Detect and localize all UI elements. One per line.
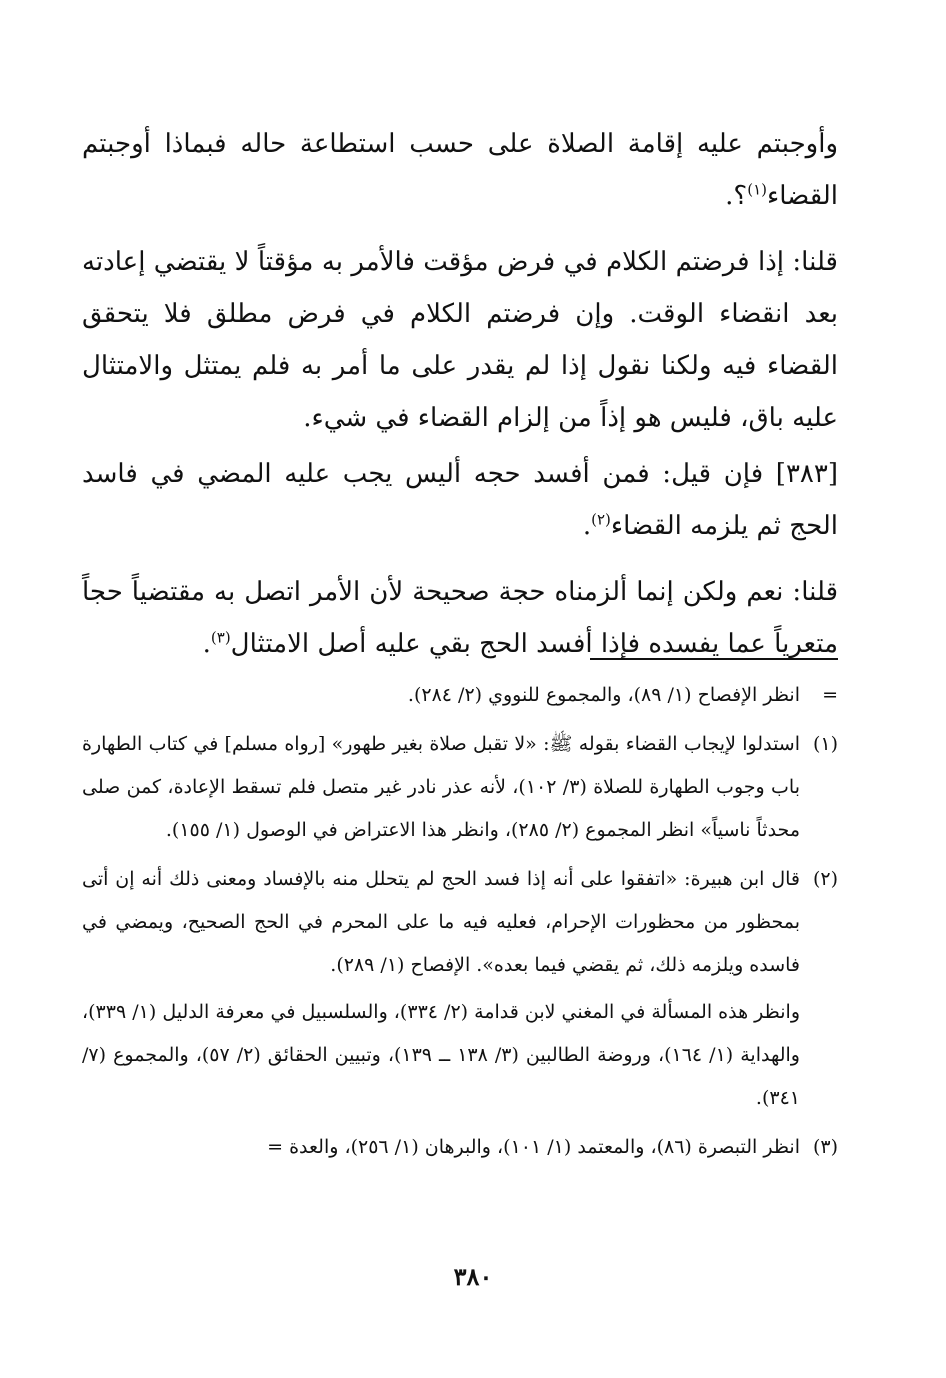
footnotes xyxy=(82,674,838,1169)
footnote-3 xyxy=(82,1126,838,1169)
footnote-continued xyxy=(82,674,838,717)
footnote-text: قال ابن هبيرة: «اتفقوا على أنه إذا فسد الحج لم يتحلل منه بالإفساد ومعنى ذلك أنه إن أتى بمحظور من محظورات الإحرام، فعليه فيه ما على المحرم في الحج الصحيح، ويمضي في فاسده ويلزمه ذلك، ثم يقضي فيما بعده». الإفصاح (١/ ٢٨٩). xyxy=(82,868,800,976)
paragraph-4: قلنا: نعم ولكن إنما ألزمناه حجة صحيحة لأن الأمر اتصل به مقتضياً حجاً متعرياً عما يفسده فإذا أفسد الحج بقي عليه أصل الامتثال$^{(٣)}$. xyxy=(82,577,838,659)
footnote-ref-3[interactable]: (٣) xyxy=(210,628,231,647)
page-number: ٣٨٠ xyxy=(453,1262,493,1291)
footnote-mark: = xyxy=(822,684,838,706)
page-content xyxy=(82,118,838,1158)
paragraph-1: وأوجبتم عليه إقامة الصلاة على حسب استطاعة حاله فبماذا أوجبتم القضاء$^{(١)}$؟. xyxy=(82,129,838,211)
footnote-mark: (١) xyxy=(812,733,838,755)
footnote-2 xyxy=(82,858,838,1120)
paragraph-3: [٣٨٣] فإن قيل: فمن أفسد حجه أليس يجب عليه المضي في فاسد الحج ثم يلزمه القضاء$^{(٢)}$. xyxy=(82,459,838,541)
footnote-mark: (٢) xyxy=(812,868,838,890)
footnote-ref-1[interactable]: (١) xyxy=(747,180,767,199)
footnote-ref-2[interactable]: (٢) xyxy=(591,510,611,529)
footnote-text: استدلوا لإيجاب القضاء بقوله ﷺ: «لا تقبل صلاة بغير طهور» [رواه مسلم] في كتاب الطهارة باب وجوب الطهارة للصلاة (٣/ ١٠٢)، لأنه عذر نادر غير متصل فلم تسقط الإعادة، كمن صلى محدثاً ناسياً» انظر المجموع (٢/ ٢٨٥)، وانظر هذا الاعتراض في الوصول (١/ ١٥٥). xyxy=(82,733,800,841)
footnote-text: وانظر هذه المسألة في المغني لابن قدامة (٢/ ٣٣٤)، والسلسبيل في معرفة الدليل (١/ ٣٣٩)، والهداية (١/ ١٦٤)، وروضة الطالبين (٣/ ١٣٨ ــ ١٣٩)، وتبيين الحقائق (٢/ ٥٧)، والمجموع (٧/ ٣٤١). xyxy=(82,1001,800,1109)
footnote-text: انظر التبصرة (٨٦)، والمعتمد (١/ ١٠١)، والبرهان (١/ ٢٥٦)، والعدة = xyxy=(267,1136,800,1158)
main-text xyxy=(82,118,838,670)
footnote-mark: (٣) xyxy=(812,1136,838,1158)
paragraph-2: قلنا: إذا فرضتم الكلام في فرض مؤقت فالأمر به مؤقتاً لا يقتضي إعادته بعد انقضاء الوقت. وإن فرضتم الكلام في فرض مطلق فلا يتحقق القضاء فيه ولكنا نقول إذا لم يقدر على ما أمر به فلم يمتثل والامتثال عليه باق، فليس هو إذاً من إلزام القضاء في شيء. xyxy=(82,247,838,433)
footnote-divider xyxy=(590,658,838,660)
footnote-text: انظر الإفصاح (١/ ٨٩)، والمجموع للنووي (٢/ ٢٨٤). xyxy=(407,684,800,706)
footnote-1 xyxy=(82,723,838,852)
